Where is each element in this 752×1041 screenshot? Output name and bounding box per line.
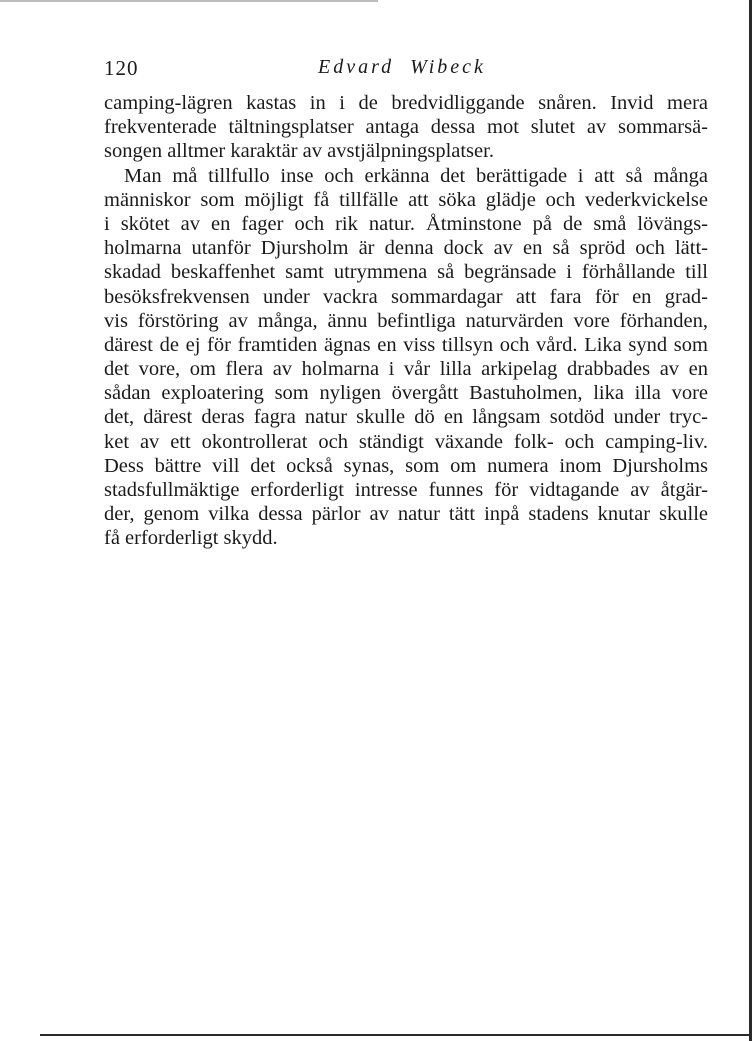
body-text [104, 91, 708, 551]
paragraph [104, 164, 708, 551]
text-line: songen alltmer karaktär av avstjälpningsplatser. [104, 140, 494, 163]
scan-top-edge [0, 0, 378, 2]
paragraph [104, 91, 708, 164]
text-line: sådan exploatering som nyligen övergått Bastuholmen, lika illa vore [104, 382, 708, 405]
text-line: det, därest deras fagra natur skulle dö en långsam sotdöd under tryc- [104, 406, 708, 429]
text-line: skadad beskaffenhet samt utrymmena så begränsade i förhållande till [104, 261, 708, 284]
page-header [104, 56, 708, 82]
text-line: vis förstöring av många, ännu befintliga naturvärden vore förhanden, [104, 309, 708, 332]
text-line: i skötet av en fager och rik natur. Åtminstone på de små lövängs- [104, 212, 708, 235]
text-line: få erforderligt skydd. [104, 527, 278, 550]
text-line: det vore, om flera av holmarna i vår lilla arkipelag drabbades av en [104, 358, 708, 381]
text-line: därest de ej för framtiden ägnas en viss tillsyn och vård. Lika synd som [104, 333, 708, 356]
text-line: der, genom vilka dessa pärlor av natur tätt inpå stadens knutar skulle [104, 503, 708, 526]
running-head-author: Edvard Wibeck [318, 56, 486, 78]
text-line: Man må tillfullo inse och erkänna det berättigade i att så många [124, 164, 708, 187]
text-line: holmarna utanför Djursholm är denna dock av en så spröd och lätt- [104, 237, 708, 260]
text-line: stadsfullmäktige erforderligt intresse funnes för vidtagande av åtgär- [104, 479, 708, 501]
text-line: Dess bättre vill det också synas, som om numera inom Djursholms [104, 454, 708, 477]
text-line: besöksfrekvensen under vackra sommardagar att fara för en grad- [104, 285, 708, 308]
text-line: camping-lägren kastas in i de bredvidliggande snåren. Invid mera [104, 92, 708, 114]
text-line: frekventerade tältningsplatser antaga dessa mot slutet av sommarsä- [104, 116, 708, 139]
text-line: ket av ett okontrollerat och ständigt växande folk- och camping-liv. [104, 430, 708, 453]
page-number: 120 [104, 56, 139, 80]
scan-bottom-edge [40, 1034, 752, 1036]
text-line: människor som möjligt få tillfälle att söka glädje och vederkvickelse [104, 188, 708, 211]
